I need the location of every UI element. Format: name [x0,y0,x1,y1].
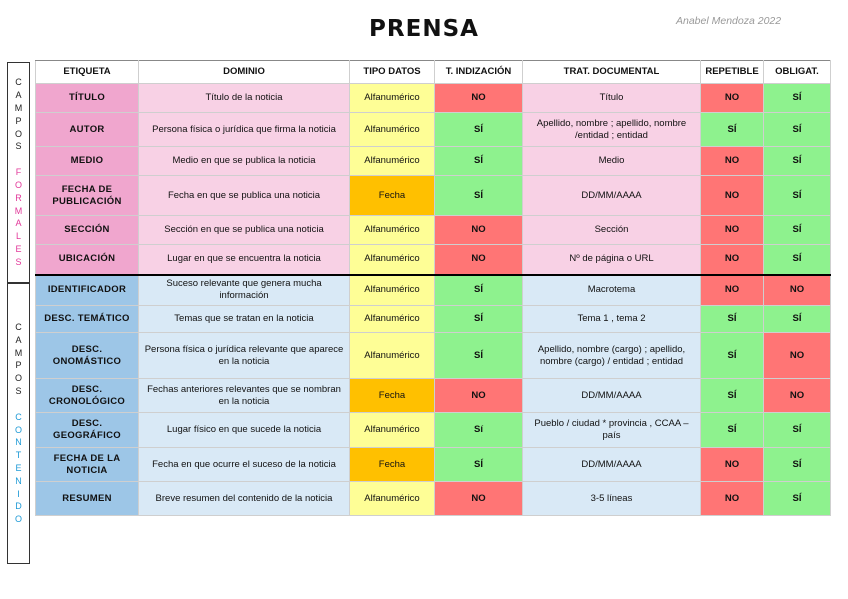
cell-obligatorio: SÍ [764,448,831,482]
cell-tipo-datos: Fecha [350,448,435,482]
cell-indizacion: SÍ [435,333,523,379]
cell-tipo-datos: Alfanumérico [350,275,435,306]
cell-etiqueta: IDENTIFICADOR [36,275,139,306]
cell-repetible: SÍ [701,306,764,333]
table-row [36,275,831,306]
col-header-indizacion: T. INDIZACIÓN [435,61,523,84]
cell-tipo-datos: Alfanumérico [350,413,435,448]
cell-obligatorio: SÍ [764,413,831,448]
cell-trat-documental: Título [523,84,701,113]
cell-tipo-datos: Alfanumérico [350,245,435,275]
cell-obligatorio: NO [764,275,831,306]
table-row [36,448,831,482]
cell-dominio: Fecha en que se publica una noticia [139,176,350,216]
cell-dominio: Fecha en que ocurre el suceso de la noticia [139,448,350,482]
page-title: PRENSA [369,16,479,42]
cell-repetible: NO [701,245,764,275]
cell-trat-documental: DD/MM/AAAA [523,448,701,482]
table-row [36,84,831,113]
side-label-campos-contenido [7,283,30,564]
table-row [36,176,831,216]
cell-etiqueta: MEDIO [36,147,139,176]
cell-repetible: NO [701,275,764,306]
cell-trat-documental: DD/MM/AAAA [523,176,701,216]
cell-indizacion: SÍ [435,113,523,147]
cell-dominio: Fechas anteriores relevantes que se nombran en la noticia [139,379,350,413]
table-row [36,306,831,333]
cell-tipo-datos: Alfanumérico [350,84,435,113]
cell-indizacion: NO [435,84,523,113]
cell-indizacion: SÍ [435,448,523,482]
cell-dominio: Persona física o jurídica que firma la noticia [139,113,350,147]
side-word: C A M P O S [14,77,23,152]
cell-trat-documental: Apellido, nombre ; apellido, nombre /entidad ; entidad [523,113,701,147]
cell-obligatorio: NO [764,333,831,379]
cell-repetible: SÍ [701,413,764,448]
cell-obligatorio: SÍ [764,147,831,176]
cell-etiqueta: AUTOR [36,113,139,147]
cell-repetible: SÍ [701,113,764,147]
table-row [36,333,831,379]
cell-indizacion: SÍ [435,147,523,176]
cell-tipo-datos: Alfanumérico [350,216,435,245]
cell-trat-documental: Sección [523,216,701,245]
cell-trat-documental: Nº de página o URL [523,245,701,275]
cell-tipo-datos: Alfanumérico [350,113,435,147]
table-header-row [36,61,831,84]
table-row [36,113,831,147]
col-header-dominio: DOMINIO [139,61,350,84]
cell-indizacion: NO [435,482,523,516]
cell-indizacion: NO [435,245,523,275]
cell-etiqueta: DESC. ONOMÁSTICO [36,333,139,379]
cell-obligatorio: SÍ [764,306,831,333]
cell-etiqueta: RESUMEN [36,482,139,516]
table-row [36,245,831,275]
col-header-repetible: REPETIBLE [701,61,764,84]
cell-trat-documental: DD/MM/AAAA [523,379,701,413]
cell-trat-documental: Pueblo / ciudad * provincia , CCAA – país [523,413,701,448]
cell-dominio: Breve resumen del contenido de la noticia [139,482,350,516]
cell-obligatorio: NO [764,379,831,413]
cell-dominio: Suceso relevante que genera mucha información [139,275,350,306]
author-credit: Anabel Mendoza 2022 [676,15,782,27]
table-row [36,482,831,516]
table-row [36,379,831,413]
cell-indizacion: NO [435,216,523,245]
table-row [36,216,831,245]
cell-tipo-datos: Alfanumérico [350,333,435,379]
cell-dominio: Lugar en que se encuentra la noticia [139,245,350,275]
cell-indizacion: SÍ [435,275,523,306]
cell-trat-documental: 3-5 líneas [523,482,701,516]
cell-repetible: SÍ [701,333,764,379]
cell-repetible: NO [701,147,764,176]
col-header-tipo-datos: TIPO DATOS [350,61,435,84]
cell-dominio: Sección en que se publica una noticia [139,216,350,245]
data-fields-table [35,60,831,516]
cell-trat-documental: Medio [523,147,701,176]
cell-tipo-datos: Alfanumérico [350,306,435,333]
cell-obligatorio: SÍ [764,245,831,275]
table-row [36,147,831,176]
cell-tipo-datos: Alfanumérico [350,147,435,176]
cell-indizacion: NO [435,379,523,413]
side-word: C O N T E N I D O [14,411,22,525]
cell-repetible: NO [701,448,764,482]
cell-etiqueta: FECHA DE PUBLICACIÓN [36,176,139,216]
cell-etiqueta: TÍTULO [36,84,139,113]
col-header-trat-documental: TRAT. DOCUMENTAL [523,61,701,84]
cell-dominio: Medio en que se publica la noticia [139,147,350,176]
cell-etiqueta: SECCIÓN [36,216,139,245]
side-word: C A M P O S [14,322,23,396]
cell-repetible: NO [701,216,764,245]
cell-tipo-datos: Fecha [350,176,435,216]
cell-repetible: NO [701,176,764,216]
cell-etiqueta: DESC. TEMÁTICO [36,306,139,333]
cell-etiqueta: FECHA DE LA NOTICIA [36,448,139,482]
cell-repetible: NO [701,84,764,113]
cell-indizacion: SÍ [435,306,523,333]
cell-tipo-datos: Fecha [350,379,435,413]
cell-trat-documental: Tema 1 , tema 2 [523,306,701,333]
table-row [36,413,831,448]
cell-indizacion: SÍ [435,176,523,216]
cell-trat-documental: Apellido, nombre (cargo) ; apellido, nombre (cargo) / entidad ; entidad [523,333,701,379]
cell-obligatorio: SÍ [764,113,831,147]
cell-obligatorio: SÍ [764,176,831,216]
cell-dominio: Título de la noticia [139,84,350,113]
cell-tipo-datos: Alfanumérico [350,482,435,516]
cell-dominio: Lugar físico en que sucede la noticia [139,413,350,448]
cell-dominio: Temas que se tratan en la noticia [139,306,350,333]
cell-repetible: NO [701,482,764,516]
cell-etiqueta: DESC. CRONOLÓGICO [36,379,139,413]
cell-etiqueta: DESC. GEOGRÁFICO [36,413,139,448]
cell-trat-documental: Macrotema [523,275,701,306]
col-header-etiqueta: ETIQUETA [36,61,139,84]
cell-repetible: SÍ [701,379,764,413]
side-label-campos-formales [7,62,30,283]
cell-obligatorio: SÍ [764,216,831,245]
side-word: F O R M A L E S [14,167,23,267]
cell-etiqueta: UBICACIÓN [36,245,139,275]
cell-obligatorio: SÍ [764,84,831,113]
cell-obligatorio: SÍ [764,482,831,516]
col-header-obligatorio: OBLIGAT. [764,61,831,84]
cell-dominio: Persona física o jurídica relevante que aparece en la noticia [139,333,350,379]
cell-indizacion: Sí [435,413,523,448]
